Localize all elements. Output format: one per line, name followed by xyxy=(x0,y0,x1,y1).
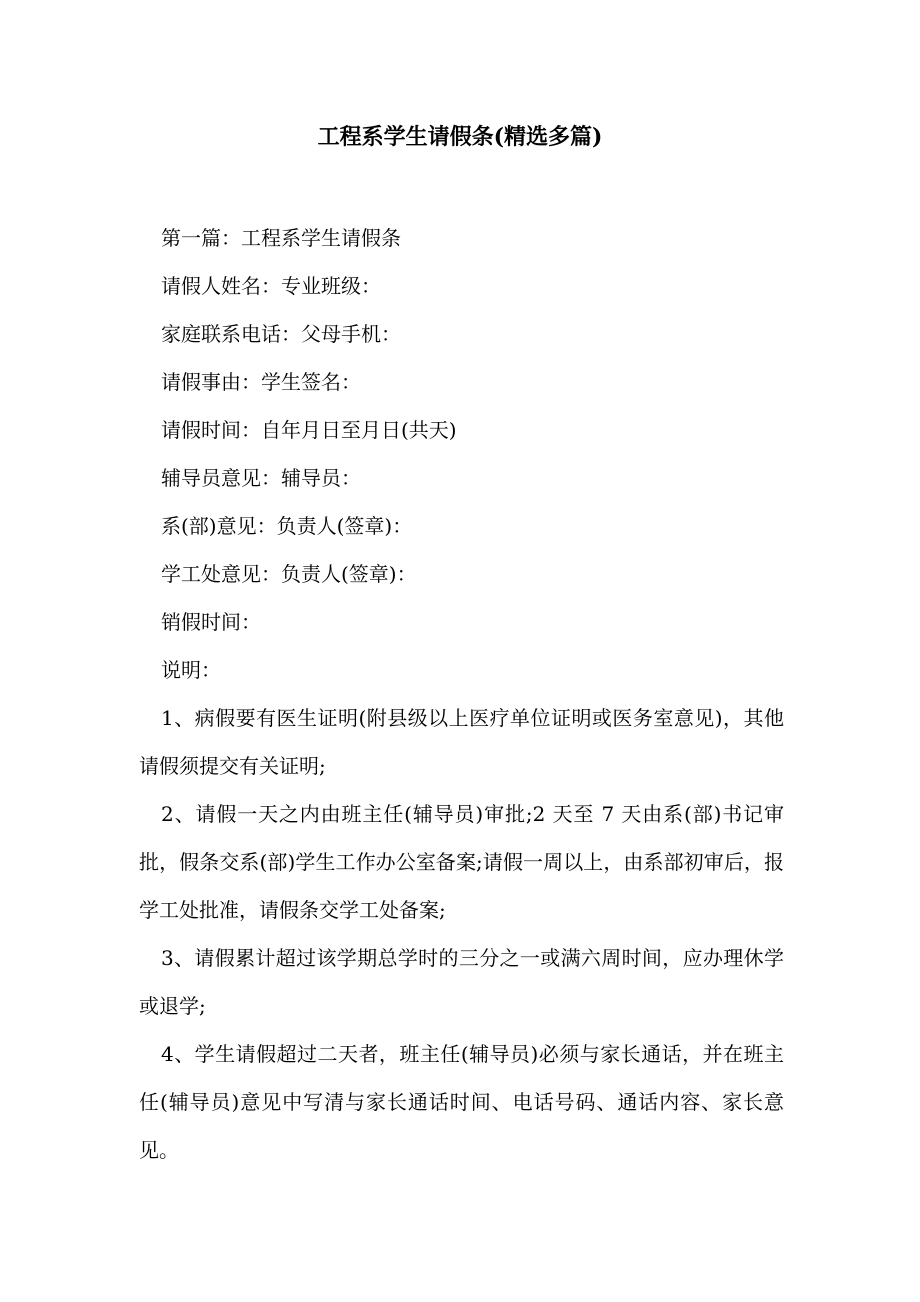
note-item-2: 2、请假一天之内由班主任(辅导员)审批;2 天至 7 天由系(部)书记审批，假条交系(部)学生工作办公室备案;请假一周以上，由系部初审后，报学工处批准，请假条交学工处备案; xyxy=(139,802,784,922)
section-heading: 第一篇：工程系学生请假条 xyxy=(161,226,401,250)
note-item-3: 3、请假累计超过该学期总学时的三分之一或满六周时间，应办理休学或退学; xyxy=(139,946,784,1018)
form-field-department: 系(部)意见：负责人(签章)： xyxy=(161,514,413,538)
form-field-name-class: 请假人姓名：专业班级： xyxy=(161,274,381,298)
form-field-phone: 家庭联系电话：父母手机： xyxy=(161,322,401,346)
form-field-period: 请假时间：自年月日至月日(共天) xyxy=(161,418,457,442)
note-item-1: 1、病假要有医生证明(附县级以上医疗单位证明或医务室意见)，其他请假须提交有关证明; xyxy=(139,706,784,778)
form-field-reason: 请假事由：学生签名： xyxy=(161,370,361,394)
document-body xyxy=(139,214,784,1174)
form-field-counselor: 辅导员意见：辅导员： xyxy=(161,466,361,490)
document-title: 工程系学生请假条(精选多篇) xyxy=(317,124,603,150)
form-field-return-time: 销假时间： xyxy=(161,610,261,634)
form-field-student-affairs: 学工处意见：负责人(签章)： xyxy=(161,562,417,586)
note-item-4: 4、学生请假超过二天者，班主任(辅导员)必须与家长通话，并在班主任(辅导员)意见中写清与家长通话时间、电话号码、通话内容、家长意见。 xyxy=(139,1042,784,1162)
notes-label: 说明： xyxy=(161,658,221,682)
